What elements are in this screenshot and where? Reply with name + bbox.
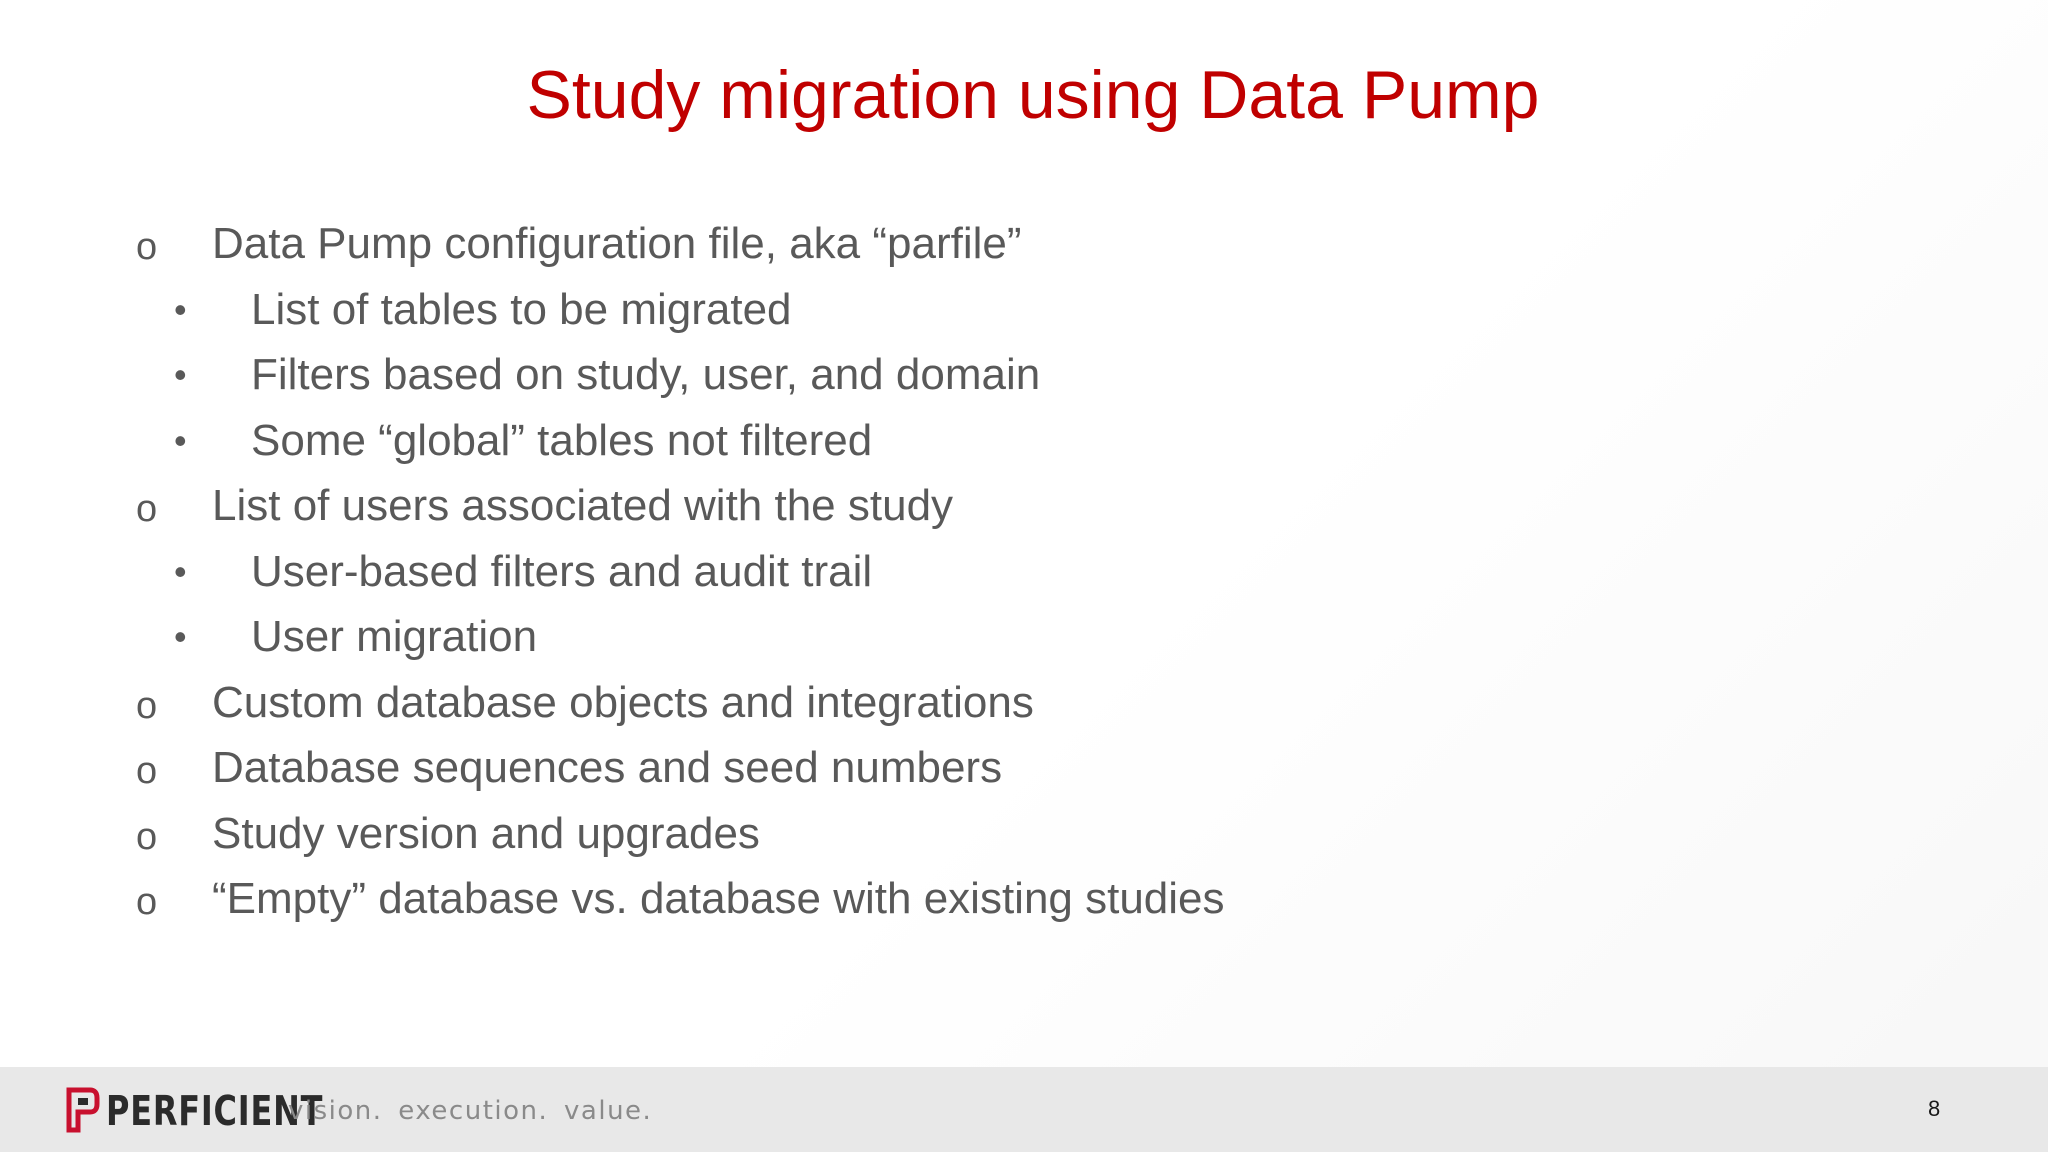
bullet-item [0, 473, 1500, 539]
hollow-bullet-icon: o [136, 488, 158, 530]
hollow-bullet-icon: o [136, 750, 158, 792]
solid-bullet-icon: • [174, 550, 187, 592]
bullet-item [0, 670, 1500, 736]
bullet-item [0, 801, 1500, 867]
sub-bullet-text: Filters based on study, user, and domain [251, 350, 1041, 399]
bullet-text: List of users associated with the study [212, 481, 954, 530]
sub-bullet-text: User migration [251, 612, 538, 661]
bullet-item [0, 211, 1500, 277]
hollow-bullet-icon: o [136, 684, 158, 727]
solid-bullet-icon: • [174, 419, 187, 461]
sub-bullet-text: List of tables to be migrated [251, 284, 792, 334]
sub-bullet-text: Some “global” tables not filtered [251, 415, 873, 465]
solid-bullet-icon: • [174, 354, 187, 395]
solid-bullet-icon: • [174, 288, 187, 330]
slide-title: Study migration using Data Pump [526, 57, 1540, 133]
sub-bullet-text: User-based filters and audit trail [251, 546, 873, 596]
bullet-text: Data Pump configuration file, aka “parfile” [212, 219, 1022, 268]
sub-bullet-item [0, 277, 1500, 343]
bullet-item [0, 735, 1500, 801]
bullet-text: Custom database objects and integrations [212, 677, 1034, 727]
bullet-text: Study version and upgrades [212, 808, 760, 858]
hollow-bullet-icon: o [136, 815, 158, 858]
perficient-mark-icon [66, 1087, 100, 1133]
sub-bullet-item [0, 342, 1500, 408]
bullet-item [0, 866, 1500, 932]
bullet-text: Database sequences and seed numbers [212, 743, 1003, 792]
sub-bullet-item [0, 604, 1500, 670]
bullet-text: “Empty” database vs. database with existing studies [212, 874, 1225, 923]
page-number: 8 [1928, 1096, 1941, 1121]
hollow-bullet-icon: o [136, 226, 158, 268]
solid-bullet-icon: • [174, 616, 187, 657]
sub-bullet-item [0, 408, 1500, 474]
hollow-bullet-icon: o [136, 881, 158, 923]
sub-bullet-item [0, 539, 1500, 605]
bullet-list [0, 211, 1500, 932]
footer-bar [0, 1067, 2048, 1152]
logo-wordmark: PERFICIENT [106, 1087, 324, 1135]
tagline: vision. execution. value. [288, 1096, 653, 1126]
